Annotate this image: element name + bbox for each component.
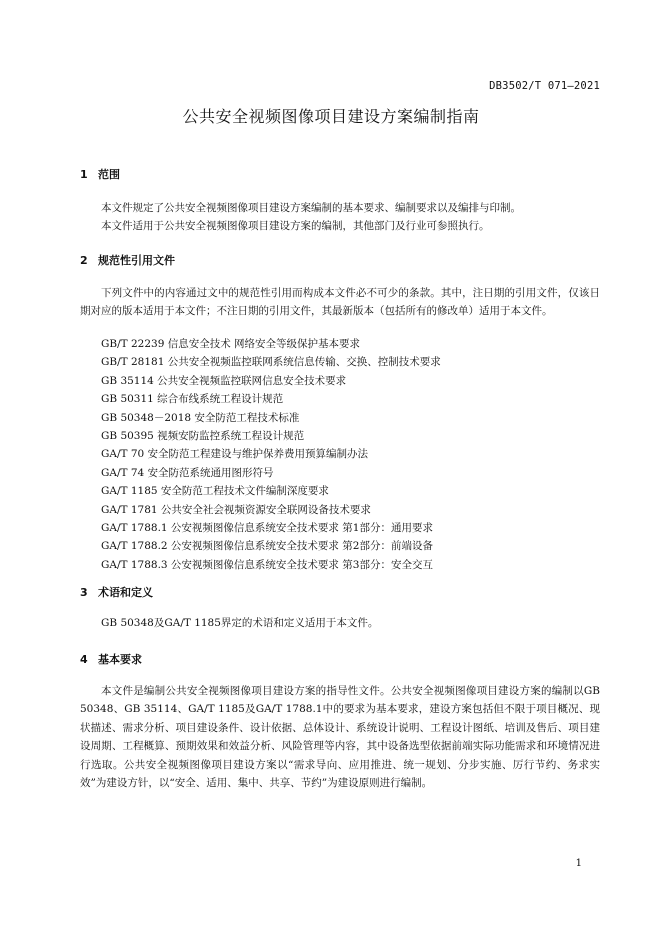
section-number: 3 (80, 586, 88, 599)
section-heading-scope (80, 166, 120, 182)
section-title: 术语和定义 (98, 586, 153, 599)
reference-item: GA/T 1788.2 公安视频图像信息系统安全技术要求 第2部分：前端设备 (101, 540, 433, 553)
page-number: 1 (575, 858, 582, 869)
reference-item: GB 35114 公共安全视频监控联网信息安全技术要求 (101, 374, 347, 387)
section-title: 基本要求 (98, 653, 142, 666)
paragraph: 本文件适用于公共安全视频图像项目建设方案的编制，其他部门及行业可参照执行。 (101, 220, 490, 232)
section-number: 4 (80, 653, 88, 666)
section-number: 1 (80, 168, 88, 181)
section-title: 范围 (98, 168, 120, 181)
section-heading-terms-definitions (80, 584, 153, 600)
reference-item: GA/T 70 安全防范工程建设与维护保养费用预算编制办法 (101, 448, 369, 461)
reference-item: GA/T 1185 安全防范工程技术文件编制深度要求 (101, 485, 329, 498)
reference-item: GB/T 28181 公共安全视频监控联网系统信息传输、交换、控制技术要求 (101, 356, 441, 369)
section-heading-normative-references (80, 252, 175, 268)
paragraph: 本文件规定了公共安全视频图像项目建设方案编制的基本要求、编制要求以及编排与印制。 (101, 202, 521, 214)
reference-item: GB 50348－2018 安全防范工程技术标准 (101, 411, 300, 424)
reference-item: GA/T 1788.3 公安视频图像信息系统安全技术要求 第3部分：安全交互 (101, 558, 433, 571)
section-number: 2 (80, 254, 88, 267)
paragraph: GB 50348及GA/T 1185界定的术语和定义适用于本文件。 (101, 617, 379, 629)
paragraph: 下列文件中的内容通过文中的规范性引用而构成本文件必不可少的条款。其中，注日期的引用文件，仅该日期对应的版本适用于本文件；不注日期的引用文件，其最新版本（包括所有的修改单）适用于本文件。 (80, 287, 600, 318)
reference-item: GA/T 1781 公共安全社会视频资源安全联网设备技术要求 (101, 503, 371, 516)
reference-item: GB 50395 视频安防监控系统工程设计规范 (101, 430, 305, 443)
section-heading-basic-requirements (80, 651, 142, 667)
reference-item: GA/T 74 安全防范系统通用图形符号 (101, 466, 274, 479)
document-code: DB3502/T 071—2021 (489, 80, 600, 92)
document-title: 公共安全视频图像项目建设方案编制指南 (182, 107, 480, 126)
section-title: 规范性引用文件 (98, 254, 175, 267)
reference-list (101, 335, 441, 574)
paragraph: 本文件是编制公共安全视频图像项目建设方案的指导性文件。公共安全视频图像项目建设方案的编制以GB 50348、GB 35114、GA/T 1185及GA/T 1788.1中的要求为基本要求，建设方案包括但不限于项目概况、现状描述、需求分析、项目建设条件、设计依据、总体设计、系统设计说明、工程设计图纸、培训及售后、项目建设周期、工程概算、预期效果和效益分析、风险管理等内容，其中设备选型依据前端实际功能需求和环境情况进行选取。公共安全视频图像项目建设方案以“需求导向、应用推进、统一规划、分步实施、厉行节约、务求实效”为建设方针，以“安全、适用、集中、共享、节约”为建设原则进行编制。 (80, 685, 600, 790)
reference-item: GB 50311 综合布线系统工程设计规范 (101, 393, 284, 406)
reference-item: GB/T 22239 信息安全技术 网络安全等级保护基本要求 (101, 338, 361, 350)
reference-item: GA/T 1788.1 公安视频图像信息系统安全技术要求 第1部分：通用要求 (101, 522, 433, 535)
